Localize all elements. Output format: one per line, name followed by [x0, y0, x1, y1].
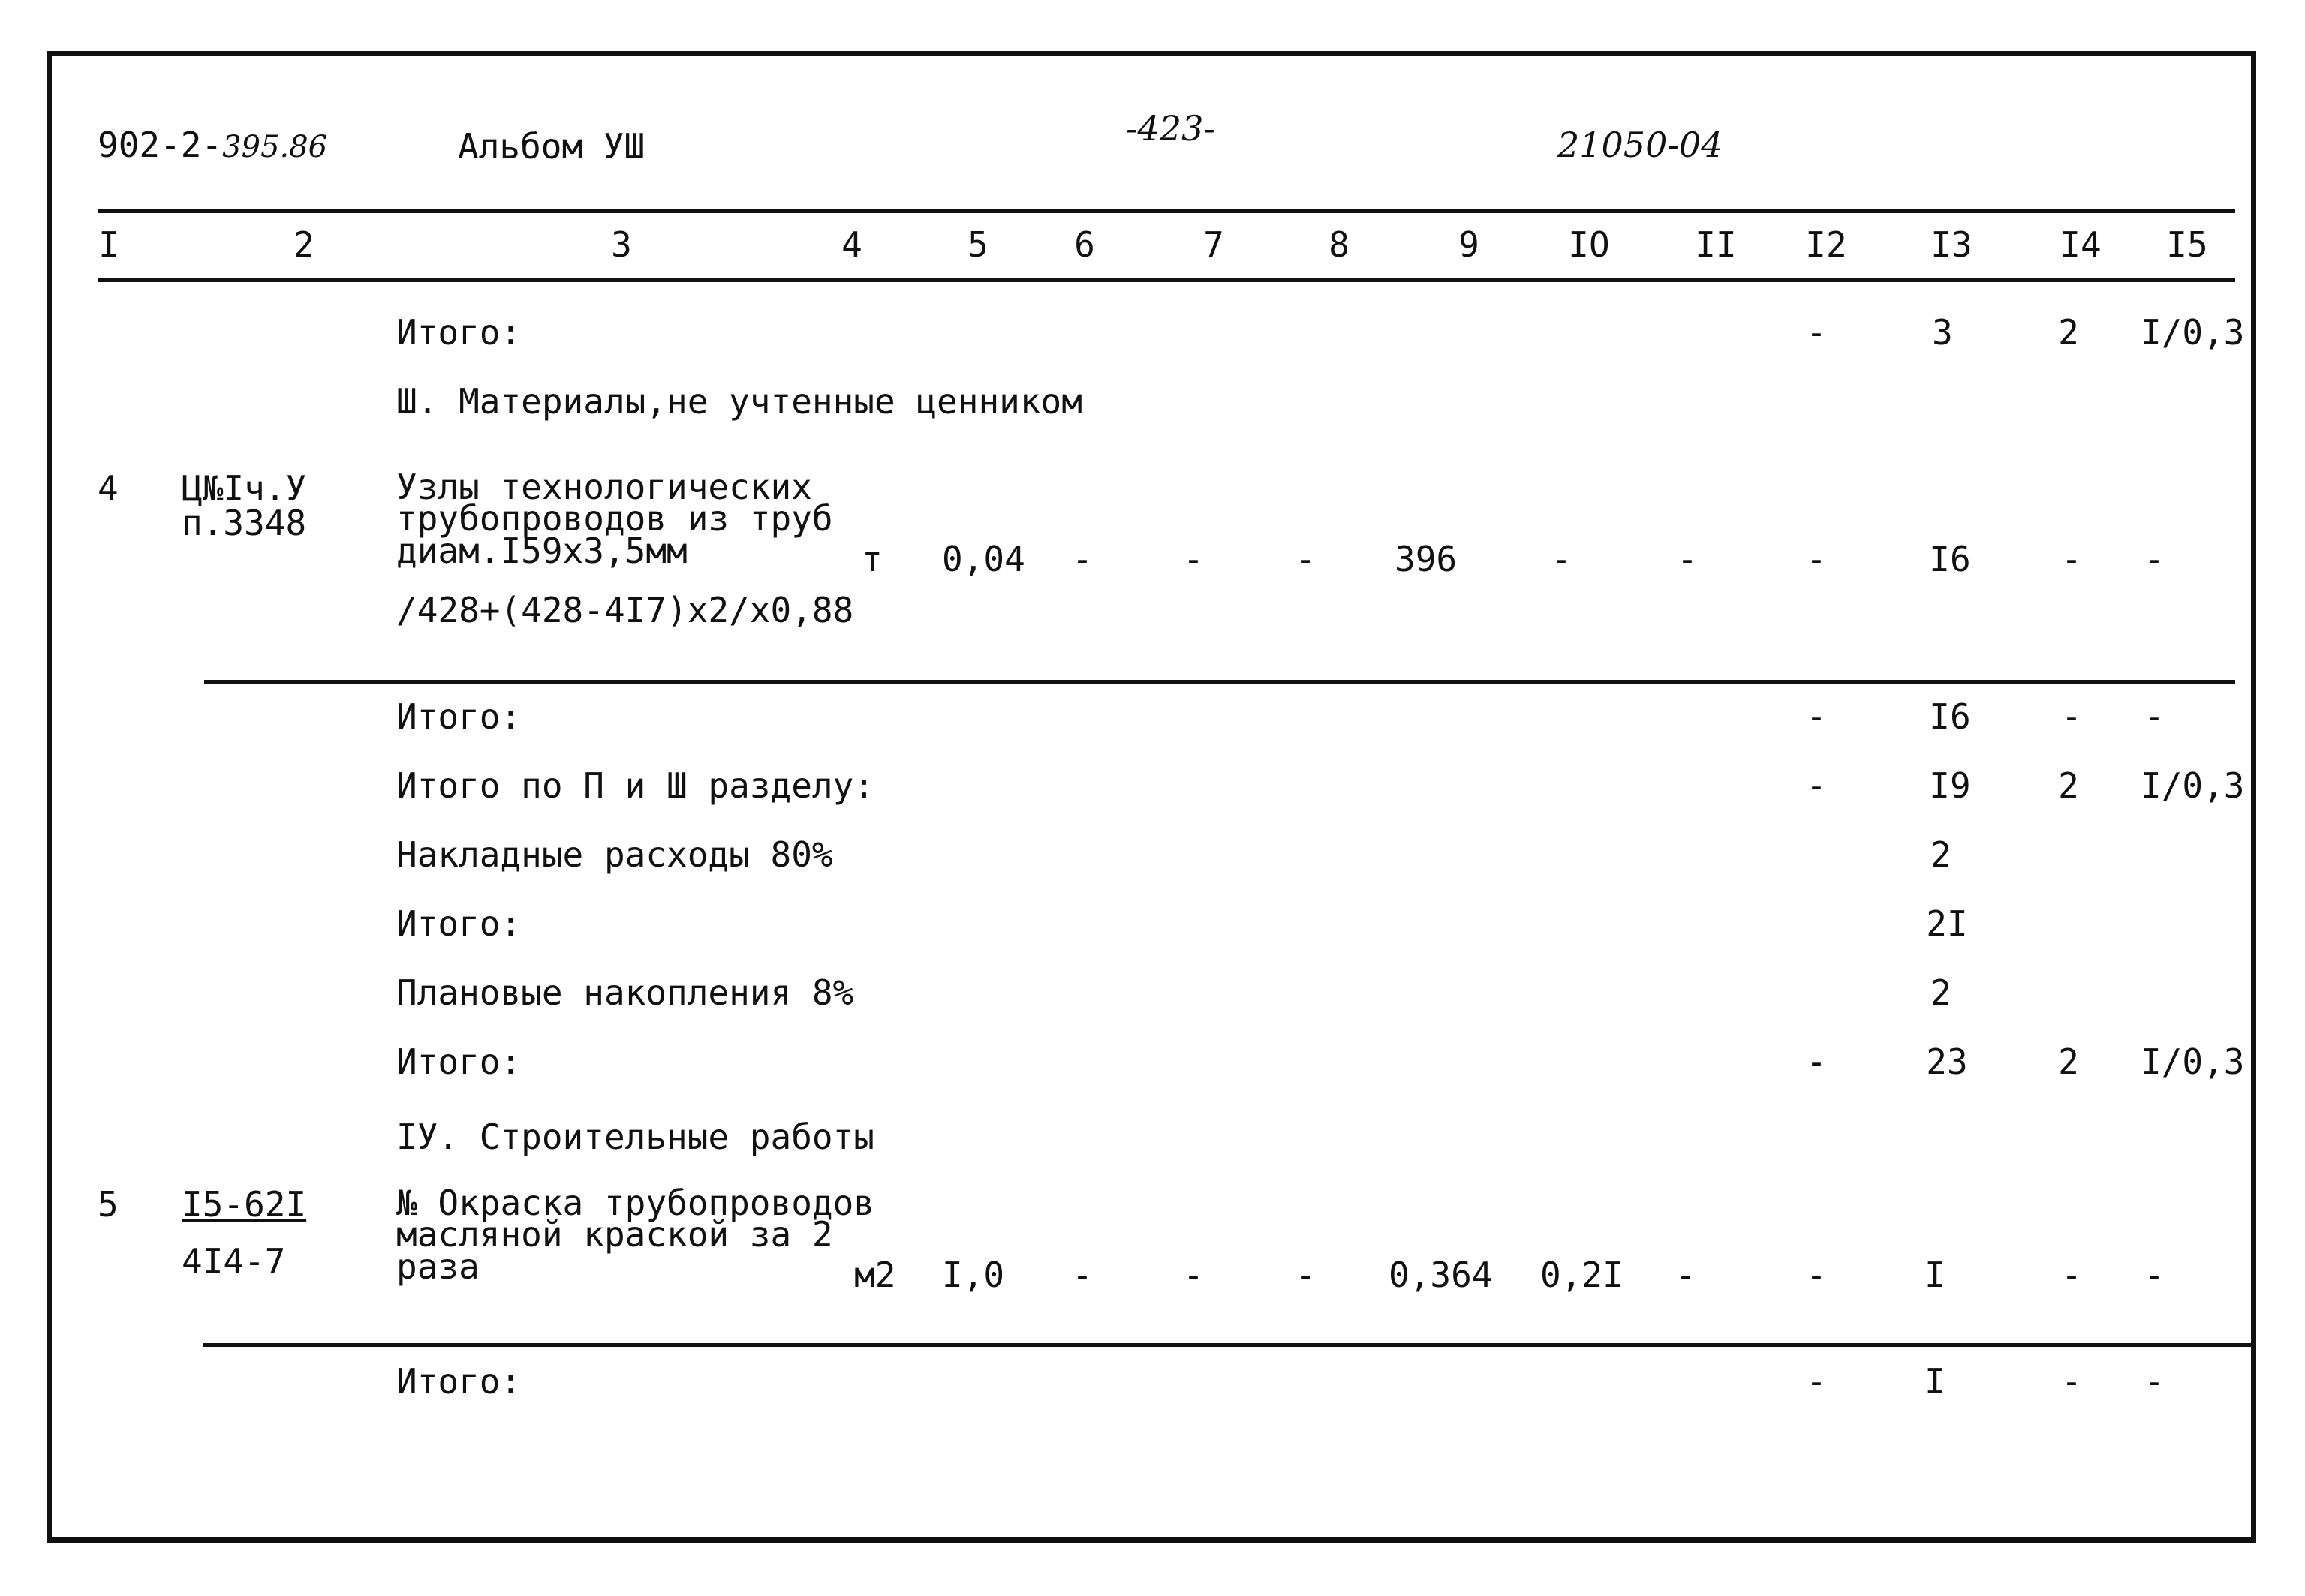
album-label: Альбом УШ [458, 126, 645, 167]
cell: I,0 [942, 1255, 1005, 1295]
row-label: Итого: [396, 312, 522, 353]
cell: 2I [1926, 903, 1968, 944]
cell-unit: м2 [854, 1255, 896, 1295]
cell: - [1806, 1041, 1827, 1082]
row-label: Накладные расходы 80% [396, 834, 833, 875]
col-header: 5 [967, 224, 989, 265]
item-number: 4 [98, 468, 119, 509]
row-label: Итого: [396, 696, 522, 737]
cell: - [1551, 539, 1572, 579]
item-code: I5-62I [182, 1184, 307, 1225]
cell: I9 [1929, 765, 1971, 806]
cell: 2 [2058, 765, 2079, 806]
cell: - [2144, 1361, 2165, 1402]
col-header: II [1695, 224, 1737, 265]
cell: I6 [1929, 696, 1971, 737]
doc-number: 21050-04 [1557, 125, 1723, 165]
page-number: -423- [1126, 108, 1215, 149]
cell: - [1183, 1255, 1204, 1295]
cell: - [1295, 539, 1316, 579]
row-label: Итого: [396, 903, 522, 944]
cell: - [1072, 1255, 1093, 1295]
cell: 396 [1395, 539, 1458, 579]
col-header: I4 [2060, 224, 2102, 265]
cell: 2 [2058, 1041, 2079, 1082]
item-code-2: 4I4-7 [182, 1241, 286, 1282]
cell: - [1806, 539, 1827, 579]
cell: I/0,3 [2141, 1041, 2245, 1082]
cell: I [1924, 1255, 1945, 1295]
cell: - [1806, 1255, 1827, 1295]
cell: 0,2I [1540, 1255, 1623, 1295]
col-header: I5 [2166, 224, 2208, 265]
col-header: I3 [1930, 224, 1972, 265]
doc-code-handwritten: 395.86 [222, 130, 328, 164]
page-frame [47, 51, 2256, 1543]
row-label: Итого по П и Ш разделу: [396, 765, 874, 806]
col-header: 7 [1203, 224, 1224, 265]
doc-code [98, 125, 328, 165]
col-header: 3 [611, 224, 632, 265]
col-header: IO [1568, 224, 1610, 265]
cell: - [1183, 539, 1204, 579]
cell: - [2144, 1255, 2165, 1295]
cell: - [1675, 1255, 1696, 1295]
col-header: 9 [1458, 224, 1479, 265]
header-top-rule [98, 209, 2235, 213]
cell: - [2061, 696, 2082, 737]
cell: 0,364 [1389, 1255, 1493, 1295]
cell: - [2144, 696, 2165, 737]
cell: 2 [1930, 834, 1951, 875]
item-separator-rule [204, 680, 2235, 684]
col-header: 2 [293, 224, 314, 265]
cell: I6 [1929, 539, 1971, 579]
header-bottom-rule [98, 278, 2235, 282]
section-heading: Ш. Материалы,не учтенные ценником [396, 381, 1082, 422]
item-description: Узлы технологических трубопроводов из труб диам.I59x3,5мм [396, 467, 833, 571]
cell: - [2061, 539, 2082, 579]
cell: - [2061, 1361, 2082, 1402]
cell: - [1806, 696, 1827, 737]
cell: - [1806, 765, 1827, 806]
cell: - [2144, 539, 2165, 579]
cell-unit: т [862, 539, 883, 579]
col-header: 8 [1329, 224, 1350, 265]
cell: 23 [1926, 1041, 1968, 1082]
cell: 0,04 [942, 539, 1025, 579]
col-header: I [98, 224, 119, 265]
cell: - [1677, 539, 1698, 579]
col-header: 4 [841, 224, 862, 265]
item-description: № Окраска трубопроводов масляной краской за 2 раза [396, 1183, 874, 1287]
col-header: I2 [1805, 224, 1847, 265]
section-heading: IУ. Строительные работы [396, 1117, 874, 1157]
cell: - [1806, 1361, 1827, 1402]
cell: I [1924, 1361, 1945, 1402]
cell: 2 [2058, 312, 2079, 353]
doc-code-printed: 902-2- [98, 125, 223, 165]
cell: - [2061, 1255, 2082, 1295]
row-label: Итого: [396, 1041, 522, 1082]
cell: I/0,3 [2141, 312, 2245, 353]
row-label: Итого: [396, 1361, 522, 1402]
cell: I/0,3 [2141, 765, 2245, 806]
row-label: Плановые накопления 8% [396, 972, 854, 1013]
cell: - [1072, 539, 1093, 579]
item-code-2: п.3348 [182, 503, 307, 543]
cell: 2 [1930, 972, 1951, 1013]
cell: 3 [1932, 312, 1953, 353]
item-number: 5 [98, 1184, 119, 1225]
cell: - [1806, 312, 1827, 353]
item-code: Ц№Iч.У [182, 468, 307, 509]
col-header: 6 [1074, 224, 1095, 265]
cell: - [1295, 1255, 1316, 1295]
item-formula: /428+(428-4I7)x2/x0,88 [396, 590, 854, 630]
item-separator-rule [203, 1343, 2255, 1347]
